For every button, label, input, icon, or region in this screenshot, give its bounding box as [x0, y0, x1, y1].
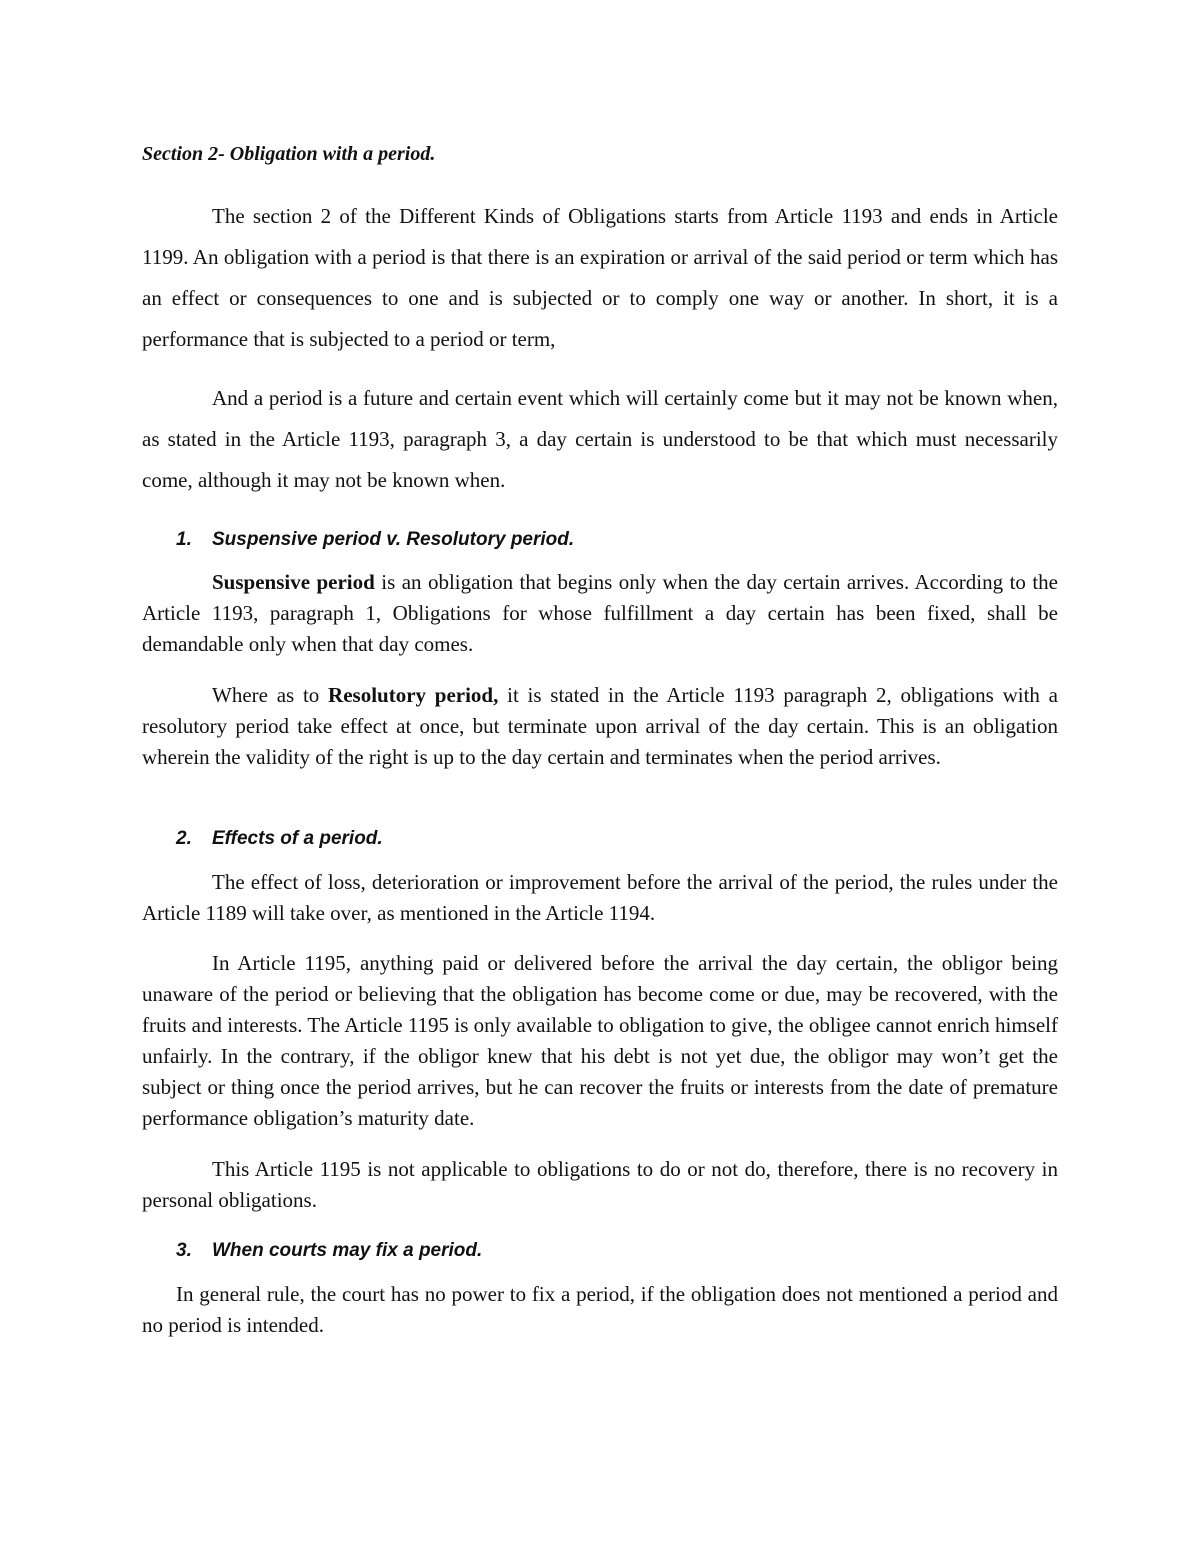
section-2-heading	[176, 828, 1056, 850]
section-heading-text: When courts may fix a period.	[212, 1240, 483, 1261]
paragraph-text: is an obligation that begins only when the day certain arrives. According to the Article 1193, paragraph 1, Obligations for whose fulfillment a day certain has been fixed, shall be demandable only when that day comes.	[142, 570, 1058, 656]
section-1-paragraph-1	[142, 567, 1058, 660]
section-3-paragraph-1: In general rule, the court has no power to fix a period, if the obligation does not mentioned a period and no period is intended.	[142, 1282, 1058, 1337]
section-number: 1.	[176, 529, 192, 550]
section-1-heading	[176, 529, 1056, 551]
section-2-paragraph-3: This Article 1195 is not applicable to obligations to do or not do, therefore, there is no recovery in personal obligations.	[142, 1157, 1058, 1212]
section-heading-text: Suspensive period v. Resolutory period.	[212, 529, 575, 550]
term-resolutory-period: Resolutory period,	[328, 683, 499, 707]
section-heading-text: Effects of a period.	[212, 828, 383, 849]
paragraph-text: it is stated in the Article 1193 paragraph 2, obligations with a resolutory period take effect at once, but terminate upon arrival of the day certain. This is an obligation wherein the validity of the right is up to the day certain and terminates when the period arrives.	[142, 683, 1058, 769]
section-number: 2.	[176, 828, 192, 849]
section-2-paragraph-2: In Article 1195, anything paid or delivered before the arrival the day certain, the obligor being unaware of the period or believing that the obligation has become come or due, may be recovered, with the fruits and interests. The Article 1195 is only available to obligation to give, the obligee cannot enrich himself unfairly. In the contrary, if the obligor knew that his debt is not yet due, the obligor may won’t get the subject or thing once the period arrives, but he can recover the fruits or interests from the date of premature performance obligation’s maturity date.	[142, 951, 1058, 1130]
term-suspensive-period: Suspensive period	[212, 570, 375, 594]
intro-paragraph-2: And a period is a future and certain event which will certainly come but it may not be known when, as stated in the Article 1193, paragraph 3, a day certain is understood to be that which must necessarily come, although it may not be known when.	[142, 386, 1058, 492]
intro-paragraph-1: The section 2 of the Different Kinds of Obligations starts from Article 1193 and ends in Article 1199. An obligation with a period is that there is an expiration or arrival of the said period or term which has an effect or consequences to one and is subjected or to comply one way or another. In short, it is a performance that is subjected to a period or term,	[142, 204, 1058, 351]
section-3-heading	[176, 1240, 1056, 1262]
section-number: 3.	[176, 1240, 192, 1261]
section-1-paragraph-2	[142, 680, 1058, 773]
page-title: Section 2- Obligation with a period.	[142, 143, 436, 165]
section-2-paragraph-1: The effect of loss, deterioration or improvement before the arrival of the period, the rules under the Article 1189 will take over, as mentioned in the Article 1194.	[142, 870, 1058, 925]
paragraph-text: Where as to	[212, 683, 329, 707]
